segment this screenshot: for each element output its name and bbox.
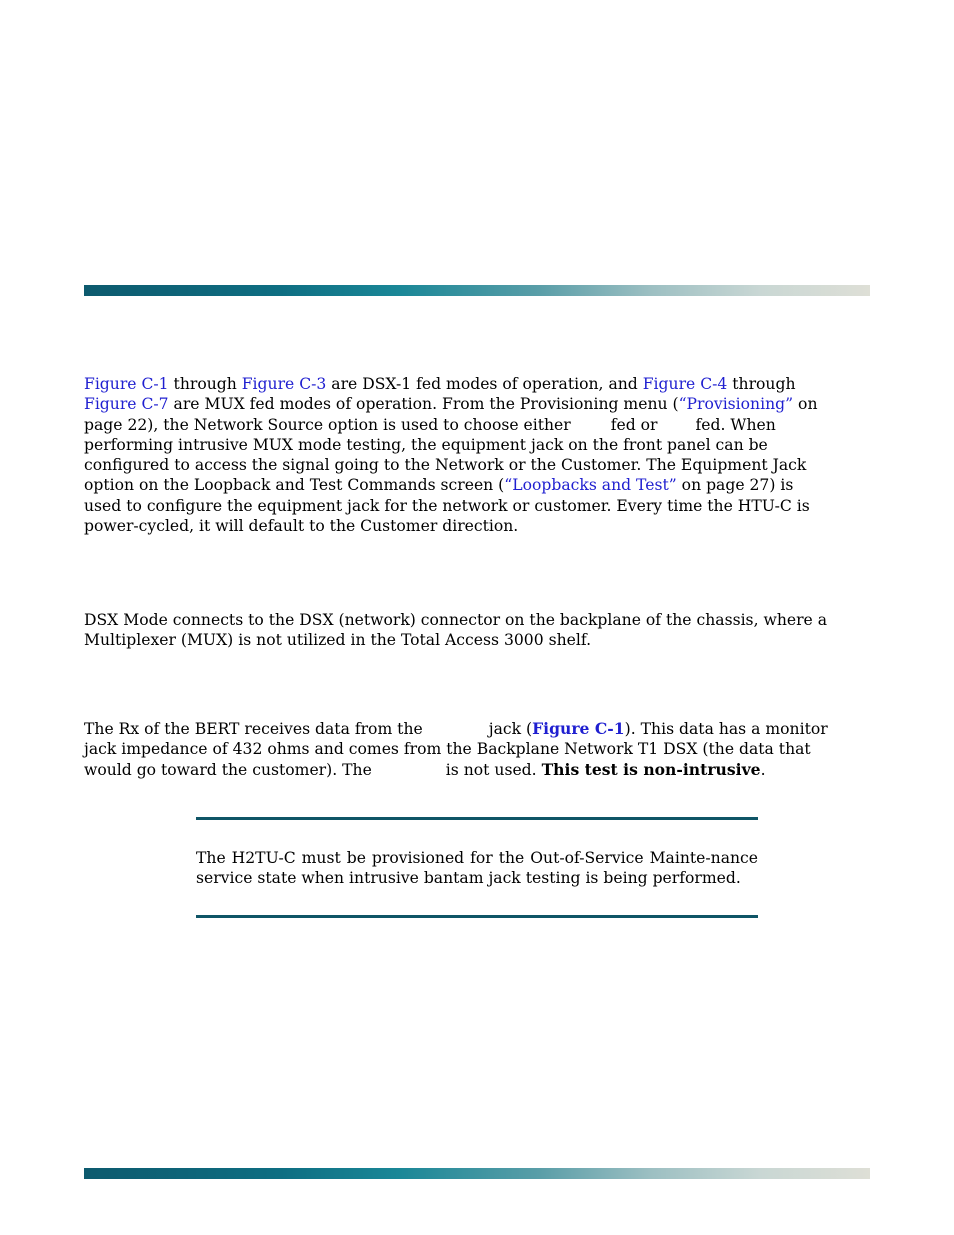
loopbacks-and-test-link[interactable]: “Loopbacks and Test”: [504, 476, 677, 495]
para1-text: through: [727, 375, 796, 393]
para3-line-2: jack impedance of 432 ohms and comes from the Backplane Network T1 DSX (the data that: [84, 740, 811, 759]
para1-text: on page 27) is: [676, 476, 794, 495]
para1-text: page 22), the Network Source option is used to choose either: [84, 415, 571, 434]
para1-text: are MUX fed modes of operation. From the Provisioning menu (: [168, 395, 679, 414]
note-top-rule: [196, 817, 758, 820]
non-intrusive-emphasis: This test is non-intrusive: [541, 759, 761, 779]
bert-paragraph: [84, 719, 874, 780]
para1-text: are DSX-1 fed modes of operation, and: [326, 375, 643, 393]
para1-line-5: configured to access the signal going to the Network or the Customer. The Equipment Jack: [84, 456, 807, 475]
para1-line-7: used to configure the equipment jack for the network or customer. Every time the HTU-C is: [84, 496, 810, 515]
para1-line-2: [84, 394, 874, 414]
note-bottom-rule: [196, 915, 758, 918]
para3-text: ). This data has a monitor: [624, 720, 828, 738]
figure-c4-link[interactable]: Figure C-4: [642, 375, 728, 393]
para3-line-1: [84, 719, 874, 739]
para3-text: jack (: [488, 720, 533, 738]
figure-c1-bold-link[interactable]: Figure C-1: [532, 719, 625, 738]
para3-line-3: [84, 760, 874, 780]
para2-line-1: DSX Mode connects to the DSX (network) connector on the backplane of the chassis, where a: [84, 611, 828, 629]
figure-modes-paragraph: [84, 374, 874, 536]
para3-text: The Rx of the BERT receives data from the: [84, 720, 423, 738]
para1-line-6: [84, 475, 874, 495]
para1-text: option on the Loopback and Test Commands screen (: [84, 476, 505, 495]
figure-c1-link[interactable]: Figure C-1: [84, 375, 169, 393]
dsx-mode-paragraph: [84, 610, 874, 651]
figure-c3-link[interactable]: Figure C-3: [241, 375, 327, 393]
bottom-decorative-rule: [84, 1168, 870, 1179]
para3-text: is not used.: [445, 760, 542, 779]
note-text: The H2TU-C must be provisioned for the Out-of-Service Mainte-nance service state when intrusive bantam jack testing is being performed.: [196, 849, 758, 888]
para1-line-1: [84, 374, 874, 394]
para1-line-3: [84, 415, 874, 435]
para1-line-8: power-cycled, it will default to the Customer direction.: [84, 517, 519, 536]
para1-text: on: [793, 395, 818, 414]
para1-text: fed or: [610, 415, 658, 434]
para3-text: .: [760, 760, 766, 779]
para3-text: would go toward the customer). The: [84, 760, 372, 779]
para1-text: fed. When: [695, 415, 776, 434]
figure-c7-link[interactable]: Figure C-7: [84, 395, 169, 414]
para1-line-4: performing intrusive MUX mode testing, the equipment jack on the front panel can be: [84, 435, 768, 454]
para1-text: through: [168, 375, 242, 393]
provisioning-link[interactable]: “Provisioning”: [678, 395, 794, 414]
top-decorative-rule: [84, 285, 870, 296]
para2-line-2: Multiplexer (MUX) is not utilized in the Total Access 3000 shelf.: [84, 631, 592, 650]
